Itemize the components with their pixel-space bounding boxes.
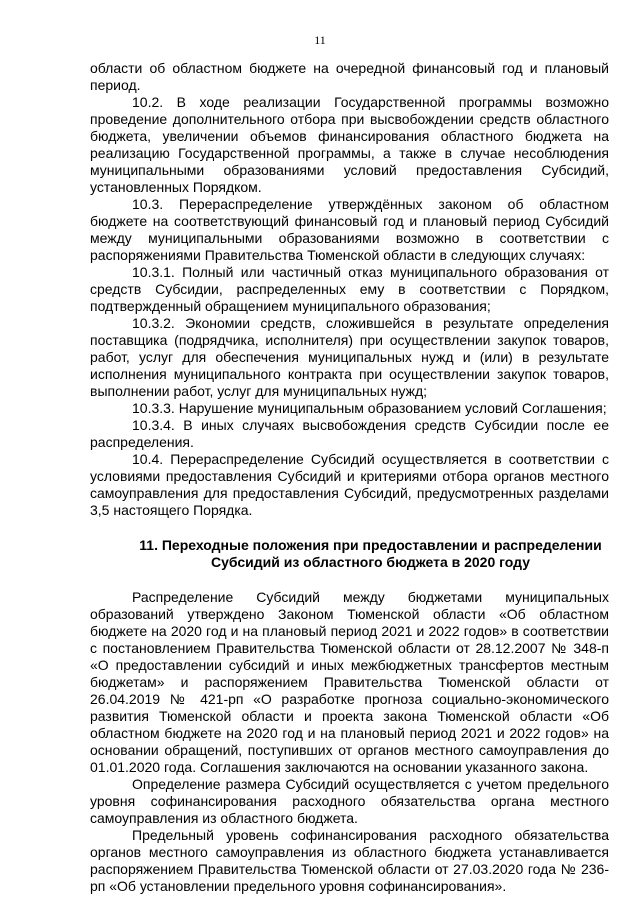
- paragraph-10-3: 10.3. Перераспределение утверждённых законом об областном бюджете на соответствующий финансовый год и плановый период Субсидий между муниципальными образованиями возможно в соответствии с распоряжениями Правительства Тюменской области в следующих случаях:: [90, 196, 609, 263]
- paragraph-10-3-2: 10.3.2. Экономии средств, сложившейся в результате определения поставщика (подрядчика, исполнителя) при осуществлении закупок товаров, работ, услуг для обеспечения муниципальных нужд и (или) в результате исполнения муниципального контракта при осуществлении закупок товаров, выполнении работ, услуг для муниципальных нужд;: [90, 315, 609, 399]
- paragraph-subsidy-size: Определение размера Субсидий осуществляется с учетом предельного уровня софинансирования расходного обязательства органа местного самоуправления из областного бюджета.: [90, 776, 609, 826]
- section-spacer: [90, 519, 609, 537]
- paragraph-10-4: 10.4. Перераспределение Субсидий осуществляется в соответствии с условиями предоставления Субсидий и критериями отбора органов местного самоуправления для предоставления Субсидий, предусмотренных разделами 3,5 настоящего Порядка.: [90, 451, 609, 518]
- section-heading-line-2: Субсидий из областного бюджета в 2020 году: [210, 554, 531, 570]
- paragraph-continuation: области об областном бюджете на очередной финансовый год и плановый период.: [90, 60, 609, 93]
- paragraph-10-3-3: 10.3.3. Нарушение муниципальным образованием условий Соглашения;: [132, 400, 607, 416]
- paragraph-10-2: 10.2. В ходе реализации Государственной программы возможно проведение дополнительного отбора при высвобождении средств областного бюджета, увеличении объемов финансирования областного бюджета на реализацию Государственной программы, а также в случае несоблюдения муниципальными образованиями условий предоставления Субсидий, установленных Порядком.: [90, 94, 609, 195]
- paragraph-cofinancing-level: Предельный уровень софинансирования расходного обязательства органов местного самоуправления из областного бюджета устанавливается распоряжением Правительства Тюменской области от 27.03.2020 года № 236-рп «Об установлении предельного уровня софинансирования».: [90, 827, 609, 894]
- paragraph-distribution: Распределение Субсидий между бюджетами муниципальных образований утверждено Законом Тюменской области «Об областном бюджете на 2020 год и на плановый период 2021 и 2022 годов» в соответствии с постановлением Правительства Тюменской области от 28.12.2007 № 348-п «О предоставлении субсидий и иных межбюджетных трансфертов местным бюджетам» и распоряжением Правительства Тюменской области от 26.04.2019 № 421-рп «О разработке прогноза социально-экономического развития Тюменской области и проекта закона Тюменской области «Об областном бюджете на 2020 год и на плановый период 2021 и 2022 годов» на основании обращений, поступивших от органов местного самоуправления до 01.01.2020 года. Соглашения заключаются на основании указанного закона.: [90, 589, 609, 775]
- document-body: [90, 60, 609, 895]
- paragraph-10-3-1: 10.3.1. Полный или частичный отказ муниципального образования от средств Субсидии, распределенных ему в соответствии с Порядком, подтвержденный обращением муниципального образования;: [90, 264, 609, 314]
- page-number: 11: [314, 33, 326, 47]
- section-spacer: [90, 571, 609, 589]
- section-heading-line-1: 11. Переходные положения при предоставлении и распределении: [139, 537, 602, 553]
- paragraph-10-3-4: 10.3.4. В иных случаях высвобождения средств Субсидии после ее распределения.: [90, 417, 609, 450]
